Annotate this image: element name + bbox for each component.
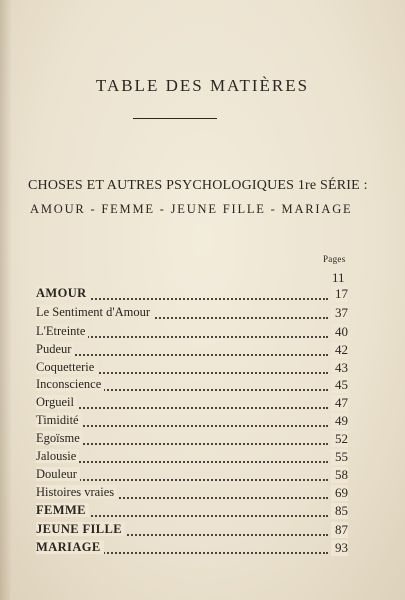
toc-entry-page: 93 bbox=[331, 540, 348, 556]
toc-entry-text: Pudeur bbox=[36, 342, 74, 356]
toc-entry-page: 40 bbox=[331, 324, 348, 340]
toc-entry bbox=[36, 324, 348, 342]
toc-entry-page: 55 bbox=[331, 449, 348, 465]
toc-entry-text: Histoires vraies bbox=[36, 485, 117, 499]
toc-entry-text: Egoïsme bbox=[36, 431, 83, 445]
toc-entry bbox=[36, 305, 348, 323]
toc-entry-label bbox=[36, 449, 79, 464]
toc-entry-page: 43 bbox=[331, 360, 348, 376]
toc-entry bbox=[36, 413, 348, 431]
toc-entry-page: 85 bbox=[331, 503, 348, 519]
toc-entry-label bbox=[36, 324, 88, 339]
dot-leader bbox=[36, 348, 328, 356]
toc-entry bbox=[36, 342, 348, 360]
toc-entry-text: Douleur bbox=[36, 467, 80, 481]
toc-entry-text: Le Sentiment d'Amour bbox=[36, 305, 153, 319]
toc-entry bbox=[36, 360, 348, 378]
toc-entry-label bbox=[36, 342, 74, 357]
toc-entry-label bbox=[36, 377, 104, 392]
toc-entry-text: MARIAGE bbox=[36, 540, 104, 554]
toc-entry-text: JEUNE FILLE bbox=[36, 522, 125, 536]
toc-entry-label bbox=[36, 540, 104, 555]
toc-entry-page: 45 bbox=[331, 377, 348, 393]
toc-entry-text: Orgueil bbox=[36, 395, 77, 409]
toc-entry-page: 87 bbox=[331, 522, 348, 538]
dot-leader bbox=[36, 401, 328, 409]
toc-entry bbox=[36, 449, 348, 467]
toc-entry-label bbox=[36, 485, 117, 500]
toc-entry-label bbox=[36, 522, 125, 537]
toc-entry-label bbox=[36, 360, 97, 375]
toc-entry-page: 52 bbox=[331, 431, 348, 447]
toc-entry bbox=[36, 485, 348, 503]
toc-entry-page: 37 bbox=[331, 305, 348, 321]
title-underline bbox=[133, 118, 217, 119]
toc-entry-page: 42 bbox=[331, 342, 348, 358]
toc-entry-page: 49 bbox=[331, 413, 348, 429]
toc-entry-page: 47 bbox=[331, 395, 348, 411]
toc-entry-text: AMOUR bbox=[36, 286, 90, 300]
toc-entry-label bbox=[36, 467, 80, 482]
toc-entry-label bbox=[36, 395, 77, 410]
page-title: TABLE DES MATIÈRES bbox=[95, 76, 310, 95]
toc-entry-label bbox=[36, 503, 89, 518]
toc-entry-label bbox=[36, 305, 153, 320]
toc-entry-label bbox=[36, 413, 82, 428]
toc-entry bbox=[36, 522, 348, 540]
toc-entry bbox=[36, 431, 348, 449]
toc-entry-label bbox=[36, 431, 83, 446]
toc-entry bbox=[36, 377, 348, 395]
toc-entry-page: 58 bbox=[331, 467, 348, 483]
toc-entry-text: Timidité bbox=[36, 413, 82, 427]
toc-entry-page: 17 bbox=[331, 286, 348, 302]
series-topics: AMOUR - FEMME - JEUNE FILLE - MARIAGE bbox=[30, 202, 353, 216]
toc-entry bbox=[36, 467, 348, 485]
toc-entry-text: FEMME bbox=[36, 503, 89, 517]
toc-entry bbox=[36, 503, 348, 521]
toc-entry-label bbox=[36, 286, 90, 301]
dot-leader bbox=[36, 455, 328, 463]
series-subtitle: CHOSES ET AUTRES PSYCHOLOGIQUES 1re SÉRIE : bbox=[28, 178, 368, 193]
toc-entry-text: Jalousie bbox=[36, 449, 79, 463]
toc-entry bbox=[36, 395, 348, 413]
toc-entry-text: Inconscience bbox=[36, 377, 104, 391]
toc-entry-page: 69 bbox=[331, 485, 348, 501]
toc-entry-text: L'Etreinte bbox=[36, 324, 88, 338]
intro-page-number: 11 bbox=[332, 270, 345, 285]
pages-column-label: Pages bbox=[323, 254, 346, 264]
toc-entry-text: Coquetterie bbox=[36, 360, 97, 374]
toc-entry bbox=[36, 540, 348, 558]
toc-entry bbox=[36, 286, 348, 304]
